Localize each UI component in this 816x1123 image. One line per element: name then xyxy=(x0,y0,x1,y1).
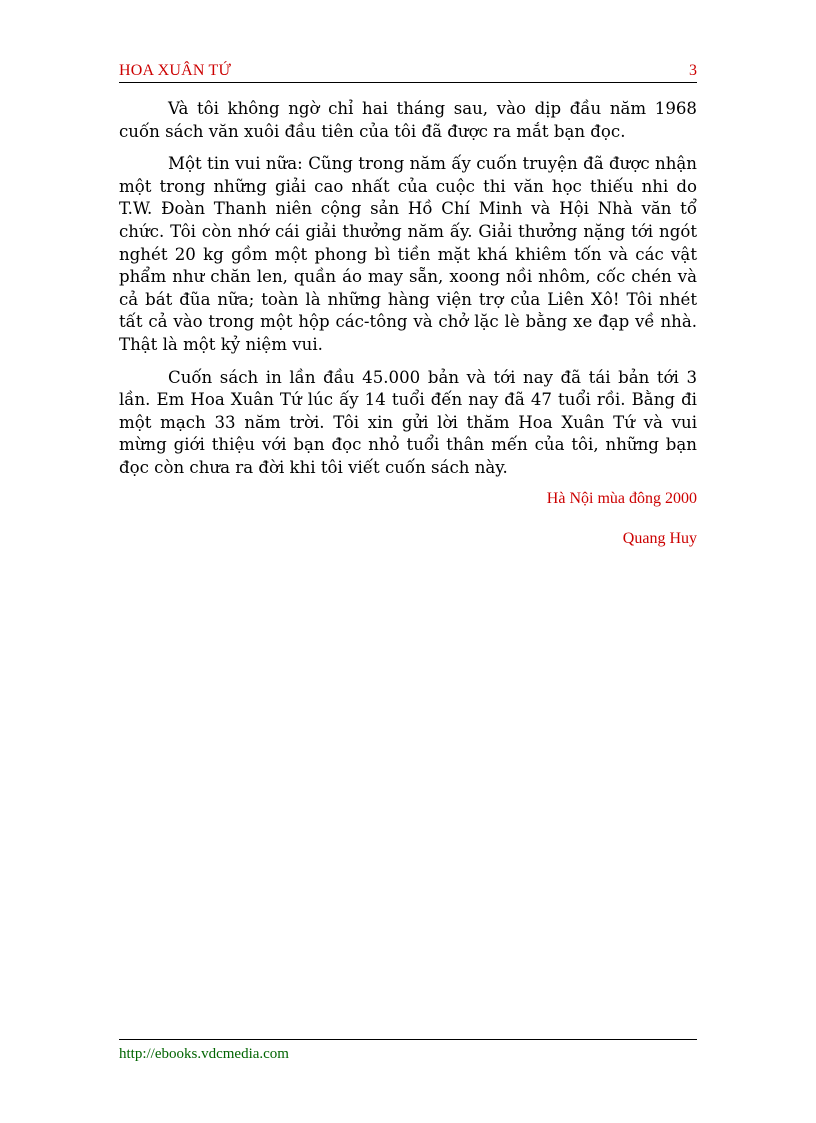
paragraph: Và tôi không ngờ chỉ hai tháng sau, vào dịp đầu năm 1968 cuốn sách văn xuôi đầu tiên của tôi đã được ra mắt bạn đọc. xyxy=(119,99,697,141)
page-header xyxy=(119,60,697,83)
paragraph: Cuốn sách in lần đầu 45.000 bản và tới nay đã tái bản tới 3 lần. Em Hoa Xuân Tứ lúc ấy 14 tuổi đến nay đã 47 tuổi rồi. Bằng đi một mạch 33 năm trời. Tôi xin gửi lời thăm Hoa Xuân Tứ và vui mừng giới thiệu với bạn đọc nhỏ tuổi thân mến của tôi, những bạn đọc còn chưa ra đời khi tôi viết cuốn sách này. xyxy=(119,367,697,477)
signature-author: Quang Huy xyxy=(622,529,697,547)
book-title: HOA XUÂN TỨ xyxy=(119,62,232,79)
page-body xyxy=(119,98,697,548)
signature-place-date: Hà Nội mùa đông 2000 xyxy=(546,489,697,507)
page-number: 3 xyxy=(689,62,697,79)
paragraph: Một tin vui nữa: Cũng trong năm ấy cuốn truyện đã được nhận một trong những giải cao nhất của cuộc thi văn học thiếu nhi do T.W. Đoàn Thanh niên cộng sản Hồ Chí Minh và Hội Nhà văn tổ chức. Tôi còn nhớ cái giải thưởng năm ấy. Giải thưởng nặng tới ngót nghét 20 kg gồm một phong bì tiền mặt khá khiêm tốn và các vật phẩm như chăn len, quần áo may sẵn, xoong nồi nhôm, cốc chén và cả bát đũa nữa; toàn là những hàng viện trợ của Liên Xô! Tôi nhét tất cả vào trong một hộp các-tông và chở lặc lè bằng xe đạp về nhà. Thật là một kỷ niệm vui. xyxy=(119,154,697,354)
footer-link[interactable]: http://ebooks.vdcmedia.com xyxy=(119,1046,289,1062)
page-footer xyxy=(119,1039,697,1063)
